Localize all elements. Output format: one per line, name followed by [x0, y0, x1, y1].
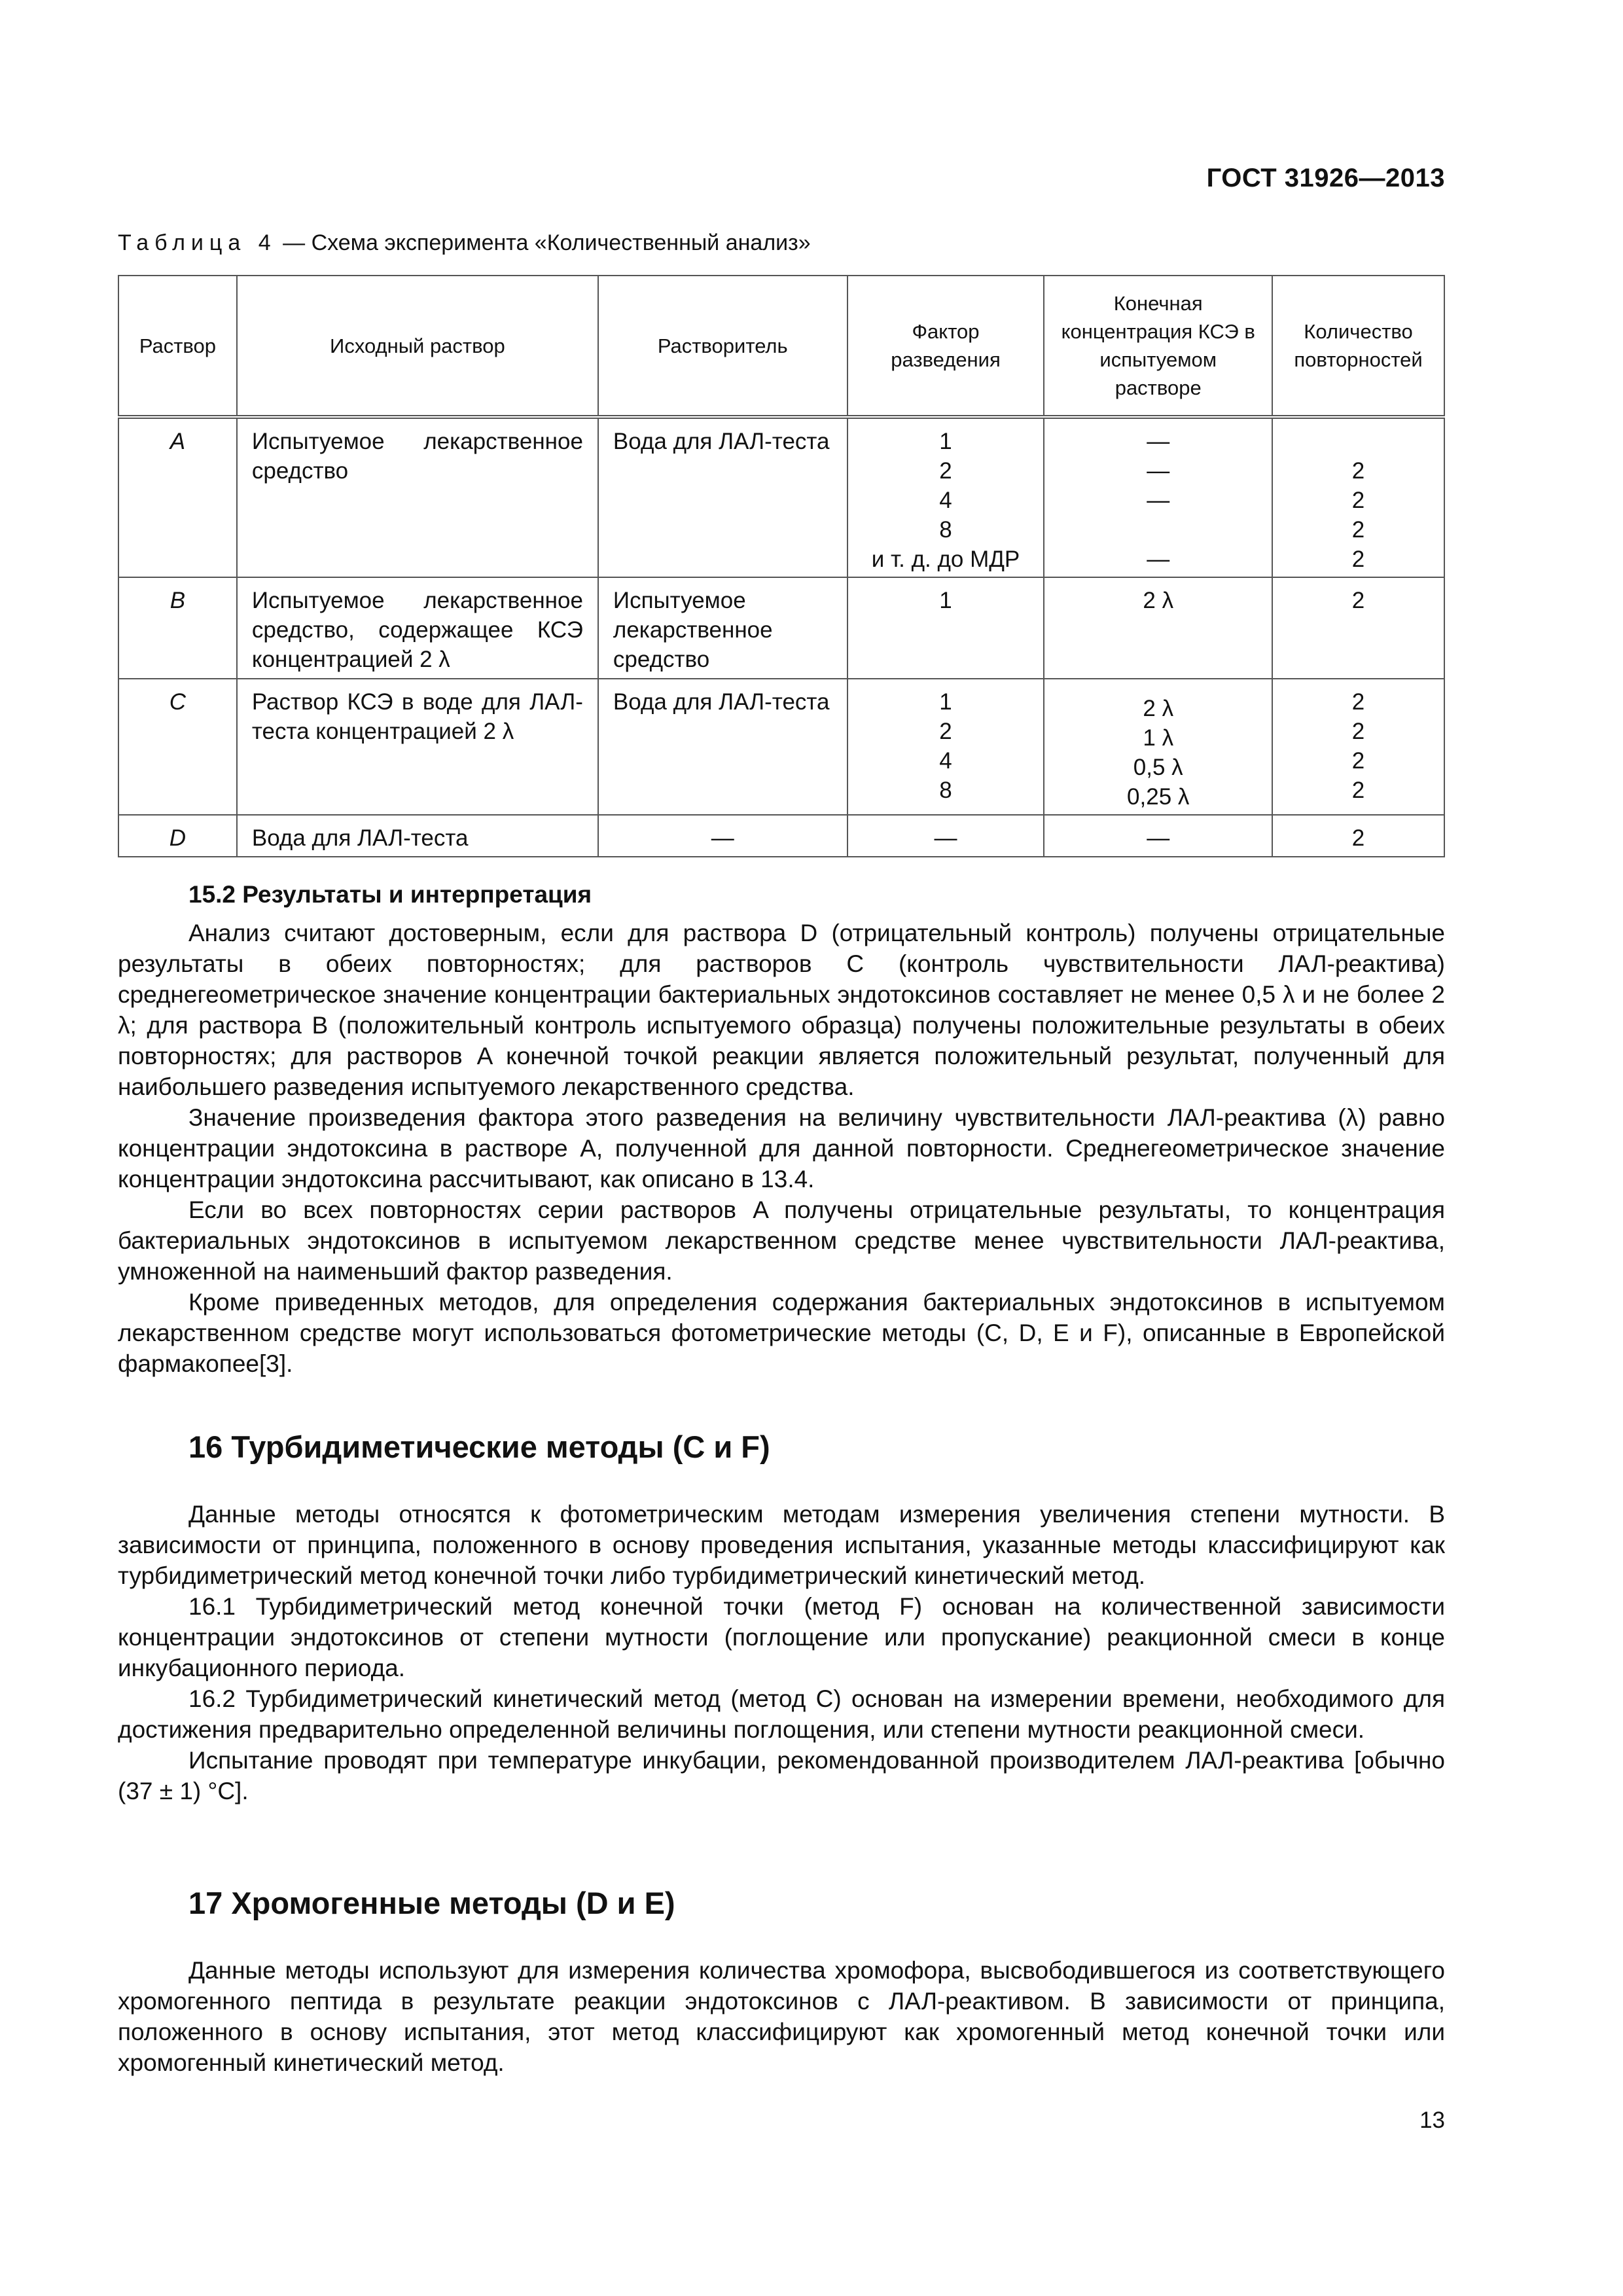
dilution-factor: 4 [939, 488, 952, 513]
table-row [118, 815, 1444, 857]
dilution-factor: 1 [939, 429, 952, 454]
solvent-cell: Вода для ЛАЛ-теста [598, 679, 847, 815]
paragraph: Испытание проводят при температуре инкубации, рекомендованной производителем ЛАЛ-реактива [обычно (37 ± 1) °C]. [118, 1747, 1445, 1804]
source-cell: Испытуемое лекарственное средство [237, 417, 598, 577]
dilution-factor-cell [847, 417, 1044, 577]
paragraph: Данные методы используют для измерения количества хромофора, высвободившегося из соответствующего хромогенного пептида в результате реакции эндотоксинов с ЛАЛ-реактивом. В зависимости от принципа, положенного в основу испытания, этот метод классифицируют как хромогенный метод конечной точки или хромогенный кинетический метод. [118, 1957, 1445, 2076]
concentration-value: — [1147, 547, 1170, 572]
concentration-cell [1044, 679, 1272, 815]
solution-cell: A [118, 417, 237, 577]
page-number: 13 [1419, 2108, 1445, 2133]
repeats-value: 2 [1351, 458, 1365, 484]
section-heading-17: 17 Хромогенные методы (D и E) [188, 1886, 675, 1920]
repeats-value: 2 [1351, 517, 1365, 543]
concentration-cell: — [1044, 815, 1272, 857]
concentration-value: — [1147, 429, 1170, 454]
solution-cell: C [118, 679, 237, 815]
repeats-value: 2 [1351, 689, 1365, 715]
concentration-value: 0,25 λ [1127, 784, 1190, 810]
paragraph: Анализ считают достоверным, если для раствора D (отрицательный контроль) получены отрицательные результаты в обеих повторностях; для растворов C (контроль чувствительности ЛАЛ-реактива) среднегеометрическое значение концентрации бактериальных эндотоксинов составляет не менее 0,5 λ и не более 2 λ; для раствора B (положительный контроль испытуемого образца) получены положительные результаты в обеих повторностях; для растворов A конечной точкой реакции является положительный результат, полученный для наибольшего разведения испытуемого лекарственного средства. [118, 920, 1445, 1100]
table-row [118, 577, 1444, 679]
source-cell: Испытуемое лекарственное средство, содержащее КСЭ концентрацией 2 λ [237, 577, 598, 679]
paragraph: Если во всех повторностях серии растворов A получены отрицательные результаты, то концентрация бактериальных эндотоксинов в испытуемом лекарственном средстве менее чувствительности ЛАЛ-реактива, умноженной на наименьший фактор разведения. [118, 1196, 1445, 1285]
concentration-cell: 2 λ [1044, 577, 1272, 679]
dilution-factor: 1 [939, 689, 952, 715]
concentration-value: 0,5 λ [1133, 755, 1183, 780]
section-heading-16: 16 Турбидиметические методы (C и F) [188, 1429, 770, 1464]
solvent-cell: Вода для ЛАЛ-теста [598, 417, 847, 577]
repeats-value: 2 [1351, 488, 1365, 513]
dilution-factor: 4 [939, 748, 952, 774]
section-heading-15-2: 15.2 Результаты и интерпретация [188, 881, 592, 908]
dilution-factor-cell [847, 679, 1044, 815]
repeats-value [1287, 427, 1429, 456]
concentration-cell [1044, 417, 1272, 577]
table-caption-prefix: Таблица 4 [118, 230, 277, 255]
dilution-factor-cell: — [847, 815, 1044, 857]
repeats-cell: 2 [1272, 577, 1444, 679]
table-row [118, 679, 1444, 815]
concentration-value: — [1147, 458, 1170, 484]
section-17-body [118, 1955, 1445, 2078]
paragraph: 16.2 Турбидиметрический кинетический метод (метод C) основан на измерении времени, необходимого для достижения предварительно определенной величины поглощения, или степени мутности реакционной смеси. [118, 1685, 1445, 1743]
repeats-cell [1272, 417, 1444, 577]
document-id: ГОСТ 31926—2013 [1206, 164, 1445, 192]
dilution-factor: 2 [939, 719, 952, 744]
source-cell: Вода для ЛАЛ-теста [237, 815, 598, 857]
column-header: Конечная концентрация КСЭ в испытуемом растворе [1044, 276, 1272, 417]
repeats-cell [1272, 679, 1444, 815]
table-caption [118, 230, 811, 256]
paragraph: 16.1 Турбидиметрический метод конечной точки (метод F) основан на количественной зависимости концентрации эндотоксинов от степени мутности (поглощение или пропускание) реакционной смеси в конце инкубационного периода. [118, 1593, 1445, 1681]
paragraph: Значение произведения фактора этого разведения на величину чувствительности ЛАЛ-реактива (λ) равно концентрации эндотоксина в растворе A, полученной для данной повторности. Среднегеометрическое значение концентрации эндотоксина рассчитывают, как описано в 13.4. [118, 1104, 1445, 1193]
table-row [118, 417, 1444, 577]
dilution-factor: и т. д. до МДР [871, 547, 1020, 572]
column-header: Количество повторностей [1272, 276, 1444, 417]
solution-cell: B [118, 577, 237, 679]
concentration-value [1059, 515, 1257, 545]
column-header: Растворитель [598, 276, 847, 417]
repeats-value: 2 [1351, 778, 1365, 803]
paragraph: Кроме приведенных методов, для определения содержания бактериальных эндотоксинов в испытуемом лекарственном средстве могут использоваться фотометрические методы (C, D, E и F), описанные в Европейской фармакопее[3]. [118, 1289, 1445, 1377]
section-15-2-body [118, 918, 1445, 1379]
solvent-cell: — [598, 815, 847, 857]
concentration-value: — [1147, 488, 1170, 513]
experiment-table [118, 275, 1445, 857]
table-header-row [118, 276, 1444, 417]
concentration-value: 2 λ [1143, 696, 1174, 721]
table-caption-text: — Схема эксперимента «Количественный анализ» [276, 230, 811, 255]
solution-cell: D [118, 815, 237, 857]
repeats-cell: 2 [1272, 815, 1444, 857]
column-header: Исходный раствор [237, 276, 598, 417]
concentration-value: 1 λ [1143, 725, 1174, 751]
paragraph: Данные методы относятся к фотометрическим методам измерения увеличения степени мутности. В зависимости от принципа, положенного в основу проведения испытания, указанные методы классифицируют как турбидиметрический метод конечной точки либо турбидиметрический кинетический метод. [118, 1501, 1445, 1589]
dilution-factor: 8 [939, 517, 952, 543]
solvent-cell: Испытуемое лекарственное средство [598, 577, 847, 679]
repeats-value: 2 [1351, 547, 1365, 572]
dilution-factor: 2 [939, 458, 952, 484]
dilution-factor: 8 [939, 778, 952, 803]
column-header: Фактор разведения [847, 276, 1044, 417]
section-16-body [118, 1499, 1445, 1806]
source-cell: Раствор КСЭ в воде для ЛАЛ-теста концентрацией 2 λ [237, 679, 598, 815]
column-header: Раствор [118, 276, 237, 417]
dilution-factor-cell: 1 [847, 577, 1044, 679]
repeats-value: 2 [1351, 748, 1365, 774]
repeats-value: 2 [1351, 719, 1365, 744]
